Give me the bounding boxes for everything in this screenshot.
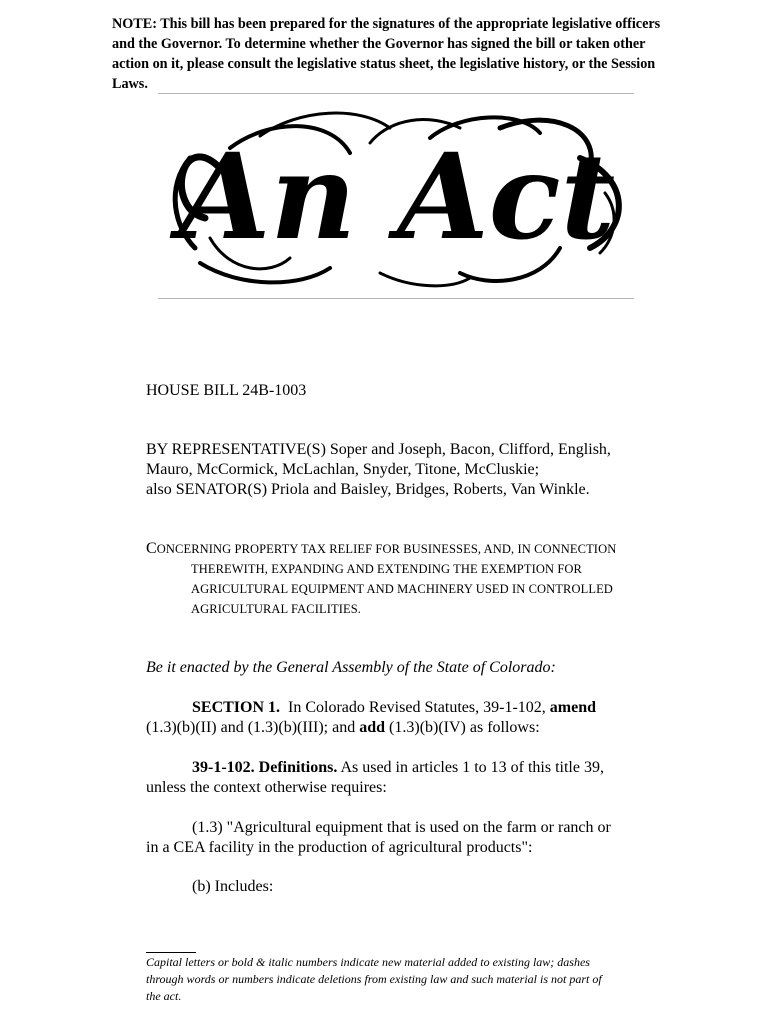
- footnote-line-3: the act.: [146, 989, 182, 1003]
- banner-top-rule: [158, 93, 634, 94]
- section-1-text: In Colorado Revised Statutes, 39-1-102,: [280, 699, 550, 716]
- bill-title-line-1: [146, 539, 636, 559]
- section-1-line-2b: (1.3)(b)(IV) as follows:: [385, 719, 540, 736]
- section-1-label: SECTION 1.: [192, 699, 281, 716]
- section-1: [146, 698, 636, 738]
- definitions-label: 39-1-102. Definitions.: [192, 759, 338, 776]
- bill-title: [146, 539, 636, 619]
- section-1-line-2a: (1.3)(b)(II) and (1.3)(b)(III); and: [146, 719, 360, 736]
- sponsors: [146, 440, 646, 500]
- footnote-rule: [146, 952, 196, 953]
- bill-title-initial: C: [146, 540, 157, 557]
- definitions: [146, 758, 636, 798]
- an-act-banner-icon: [160, 98, 634, 294]
- add-keyword: add: [359, 719, 386, 736]
- bill-title-line-2: THEREWITH, EXPANDING AND EXTENDING THE EXEMPTION FOR: [191, 562, 582, 576]
- subsection-1-3-line-1: (1.3) "Agricultural equipment that is used on the farm or ranch or: [192, 819, 611, 836]
- subsection-b: [146, 877, 273, 897]
- bill-title-line-4: AGRICULTURAL FACILITIES.: [191, 602, 361, 616]
- svg-text:An Act: An Act: [178, 127, 616, 266]
- bill-title-line-1-text: ONCERNING PROPERTY TAX RELIEF FOR BUSINESSES, AND, IN CONNECTION: [156, 542, 617, 556]
- sponsors-line-2: Mauro, McCormick, McLachlan, Snyder, Titone, McCluskie;: [146, 461, 540, 478]
- legislative-note: NOTE: This bill has been prepared for the signatures of the appropriate legislative officers and the Governor. To determine whether the Governor has signed the bill or taken other action on it, please consult the legislative status sheet, the legislative history, or the Session Laws.: [112, 16, 661, 92]
- enacting-clause: Be it enacted by the General Assembly of the State of Colorado:: [146, 659, 556, 676]
- definitions-text: As used in articles 1 to 13 of this title 39,: [337, 759, 604, 776]
- sponsors-line-1: BY REPRESENTATIVE(S) Soper and Joseph, Bacon, Clifford, English,: [146, 441, 611, 458]
- amend-keyword: amend: [549, 699, 597, 716]
- subsection-b-text: (b) Includes:: [192, 878, 274, 895]
- footnote: [146, 954, 638, 1005]
- banner-bottom-rule: [158, 298, 634, 299]
- footnote-line-2: through words or numbers indicate deletions from existing law and such material is not part of: [146, 972, 602, 986]
- bill-title-line-3: AGRICULTURAL EQUIPMENT AND MACHINERY USED IN CONTROLLED: [191, 582, 613, 596]
- footnote-line-1: Capital letters or bold & italic numbers indicate new material added to existing law; dashes: [146, 955, 590, 969]
- subsection-1-3: [146, 818, 636, 858]
- subsection-1-3-line-2: in a CEA facility in the production of agricultural products":: [146, 839, 533, 856]
- definitions-line-2: unless the context otherwise requires:: [146, 779, 387, 796]
- bill-number: HOUSE BILL 24B-1003: [146, 382, 307, 399]
- sponsors-line-3: also SENATOR(S) Priola and Baisley, Bridges, Roberts, Van Winkle.: [146, 481, 590, 498]
